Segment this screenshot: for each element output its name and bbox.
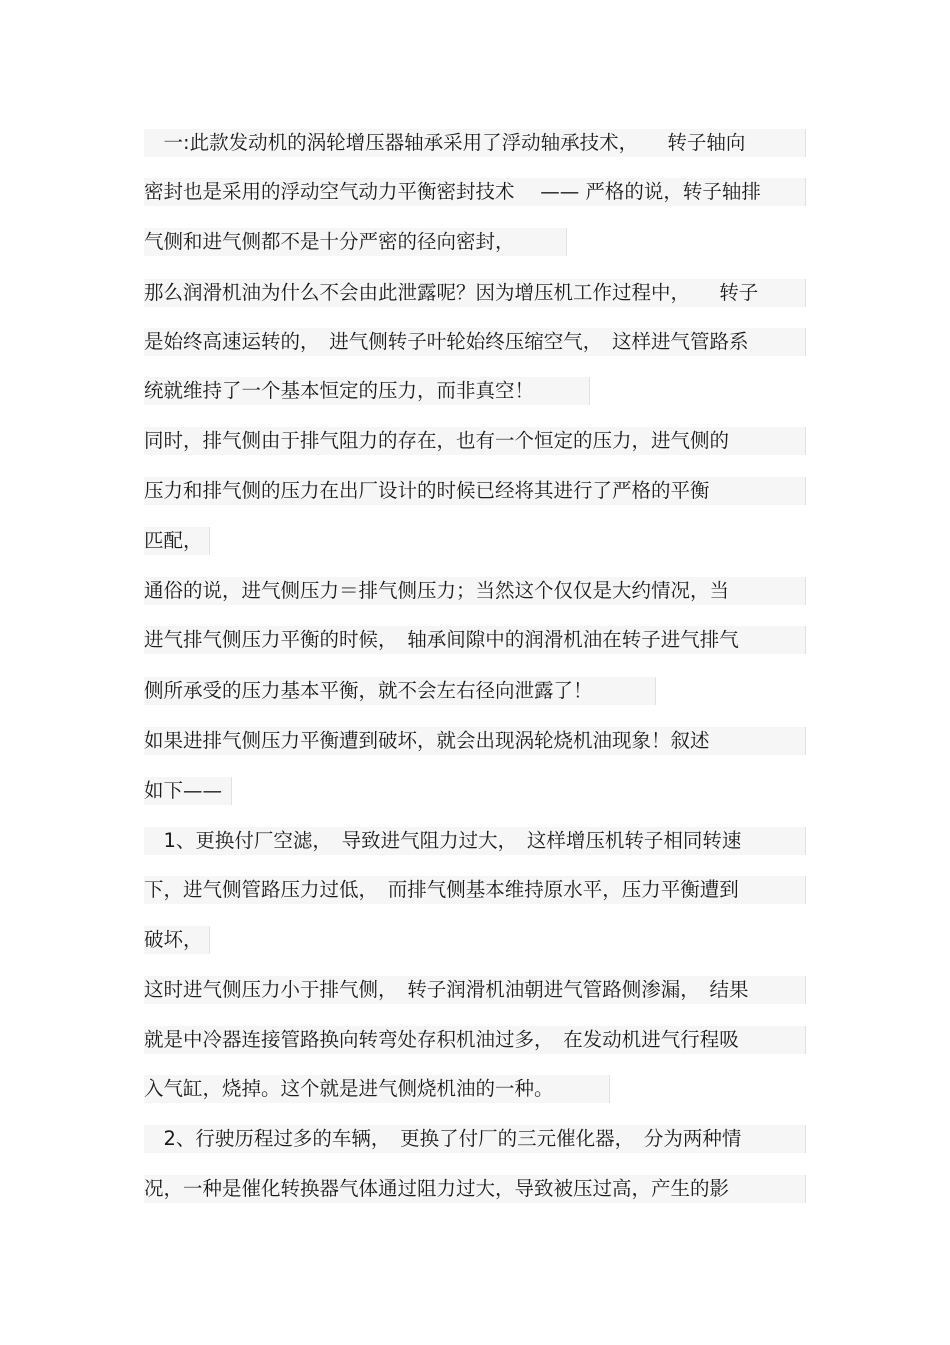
text-line: 就是中冷器连接管路换向转弯处存积机油过多， 在发动机进气行程吸 [144, 1026, 739, 1054]
text-line: 是始终高速运转的， 进气侧转子叶轮始终压缩空气， 这样进气管路系 [144, 328, 749, 356]
text-line: 侧所承受的压力基本平衡，就不会左右径向泄露了！ [144, 677, 593, 705]
text-line: 如下—— [144, 777, 222, 805]
text-line: 一:此款发动机的涡轮增压器轴承采用了浮动轴承技术， 转子轴向 [144, 129, 745, 157]
text-line: 通俗的说，进气侧压力＝排气侧压力；当然这个仅仅是大约情况，当 [144, 577, 729, 605]
text-line: 2、行驶历程过多的车辆， 更换了付厂的三元催化器， 分为两种情 [144, 1125, 741, 1153]
text-line: 下，进气侧管路压力过低， 而排气侧基本维持原水平，压力平衡遭到 [144, 876, 739, 904]
text-line: 入气缸，烧掉。这个就是进气侧烧机油的一种。 [144, 1075, 554, 1103]
text-line: 况，一种是催化转换器气体通过阻力过大，导致被压过高，产生的影 [144, 1175, 729, 1203]
text-line: 匹配， [144, 527, 203, 555]
text-line: 密封也是采用的浮动空气动力平衡密封技术 —— 严格的说，转子轴排 [144, 178, 761, 206]
text-line: 破坏， [144, 926, 203, 954]
text-line: 气侧和进气侧都不是十分严密的径向密封， [144, 228, 515, 256]
text-line: 压力和排气侧的压力在出厂设计的时候已经将其进行了严格的平衡 [144, 477, 710, 505]
text-line: 这时进气侧压力小于排气侧， 转子润滑机油朝进气管路侧渗漏， 结果 [144, 976, 749, 1004]
text-line: 同时，排气侧由于排气阻力的存在，也有一个恒定的压力，进气侧的 [144, 427, 729, 455]
text-line: 那么润滑机油为什么不会由此泄露呢？因为增压机工作过程中， 转子 [144, 279, 758, 307]
text-line: 统就维持了一个基本恒定的压力，而非真空！ [144, 377, 534, 405]
text-line: 如果进排气侧压力平衡遭到破坏，就会出现涡轮烧机油现象！叙述 [144, 727, 710, 755]
text-line: 进气排气侧压力平衡的时候， 轴承间隙中的润滑机油在转子进气排气 [144, 626, 739, 654]
text-line: 1、更换付厂空滤， 导致进气阻力过大， 这样增压机转子相同转速 [144, 827, 741, 855]
